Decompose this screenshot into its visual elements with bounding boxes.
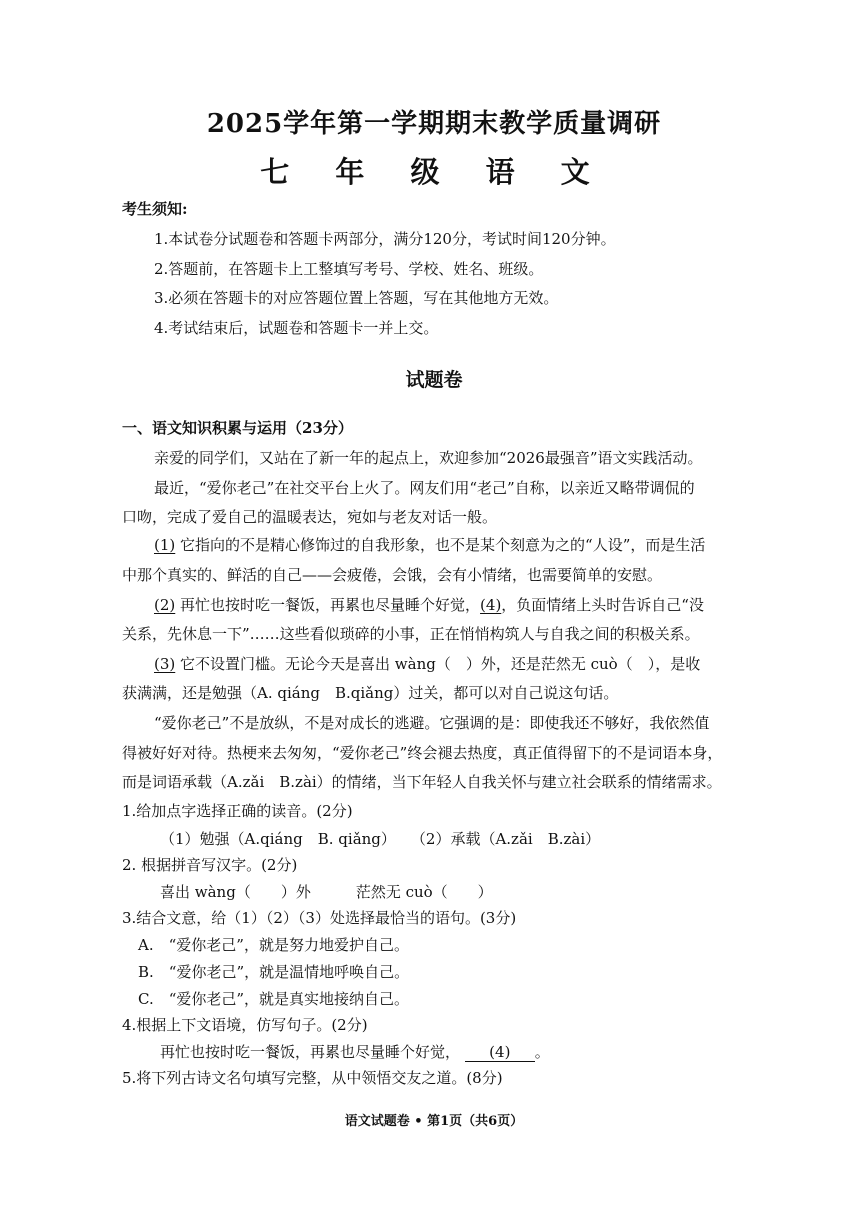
passage-text: 它指向的不是精心修饰过的自我形象，也不是某个刻意为之的“人设”，而是生活 <box>180 536 706 554</box>
passage-line: 最近，“爱你老己”在社交平台上火了。网友们用“老己”自称，以亲近又略带调侃的 <box>154 479 695 497</box>
notice-item: 4.考试结束后，试题卷和答题卡一并上交。 <box>154 319 439 337</box>
question-3-option-c: C. “爱你老己”，就是真实地接纳自己。 <box>138 990 410 1008</box>
notice-item: 3.必须在答题卡的对应答题位置上答题，写在其他地方无效。 <box>154 289 559 307</box>
question-4-text: 再忙也按时吃一餐饭，再累也尽量睡个好觉， <box>160 1043 461 1061</box>
exam-subject: 七 年 级 语 文 <box>260 155 608 189</box>
notice-heading: 考生须知: <box>122 200 188 218</box>
passage-line: 口吻，完成了爱自己的温暖表达，宛如与老友对话一般。 <box>122 508 498 526</box>
passage-text: 再忙也按时吃一餐饭，再累也尽量睡个好觉， <box>180 596 481 614</box>
question-3: 3.结合文意，给（1）（2）（3）处选择最恰当的语句。(3分) <box>122 909 517 927</box>
passage-line: 得被好好对待。热梗来去匆匆，“爱你老己”终会褪去热度，真正值得留下的不是词语本身， <box>122 744 723 762</box>
passage-text: ，负面情绪上头时告诉自己“没 <box>501 596 704 614</box>
passage-line: 获满满，还是勉强（A. qiáng B.qiǎng）过关，都可以对自己说这句话。 <box>122 684 619 702</box>
question-3-option-a: A. “爱你老己”，就是努力地爱护自己。 <box>138 936 409 954</box>
question-2: 2. 根据拼音写汉字。(2分) <box>122 856 298 874</box>
question-3-option-b: B. “爱你老己”，就是温情地呼唤自己。 <box>138 963 410 981</box>
passage-line: “爱你老己”不是放纵，不是对成长的逃避。它强调的是：即使我还不够好，我依然值 <box>154 714 710 732</box>
blank-marker-2: (2) <box>154 596 176 614</box>
question-1-options: （1）勉强（A.qiáng B. qiǎng） （2）承载（A.zǎi B.zài） <box>160 830 601 848</box>
question-4-line <box>160 1041 550 1062</box>
passage-line <box>154 594 704 615</box>
question-5: 5.将下列古诗文名句填写完整，从中领悟交友之道。(8分) <box>122 1069 503 1087</box>
part1-heading: 一、语文知识积累与运用（23分） <box>122 419 353 437</box>
page-footer: 语文试题卷 • 第1页（共6页） <box>344 1114 524 1129</box>
passage-text: 它不设置门槛。无论今天是喜出 wàng（ ）外，还是茫然无 cuò（ ），是收 <box>180 655 701 673</box>
section-title: 试题卷 <box>405 369 463 391</box>
blank-marker-1: (1) <box>154 536 176 554</box>
passage-line: 亲爱的同学们，又站在了新一年的起点上，欢迎参加“2026最强音”语文实践活动。 <box>154 449 703 467</box>
blank-marker-4: (4) <box>480 596 502 614</box>
passage-line <box>154 534 705 555</box>
notice-item: 1.本试卷分试题卷和答题卡两部分，满分120分，考试时间120分钟。 <box>154 230 616 248</box>
passage-line <box>154 653 700 674</box>
question-4-end: 。 <box>534 1043 550 1061</box>
question-2-line: 喜出 wàng（ ）外 茫然无 cuò（ ） <box>160 883 493 901</box>
answer-blank: (4) <box>465 1043 535 1062</box>
passage-line: 关系，先休息一下”……这些看似琐碎的小事，正在悄悄构筑人与自我之间的积极关系。 <box>122 625 700 643</box>
question-4: 4.根据上下文语境，仿写句子。(2分) <box>122 1016 368 1034</box>
question-1: 1.给加点字选择正确的读音。(2分) <box>122 802 353 820</box>
passage-line: 而是词语承载（A.zǎi B.zài）的情绪，当下年轻人自我关怀与建立社会联系的情绪需求。 <box>122 773 722 791</box>
passage-line: 中那个真实的、鲜活的自己——会疲倦，会饿，会有小情绪，也需要简单的安慰。 <box>122 566 663 584</box>
blank-marker-3: (3) <box>154 655 176 673</box>
notice-item: 2.答题前，在答题卡上工整填写考号、学校、姓名、班级。 <box>154 260 544 278</box>
exam-title: 2025学年第一学期期末教学质量调研 <box>206 109 662 139</box>
